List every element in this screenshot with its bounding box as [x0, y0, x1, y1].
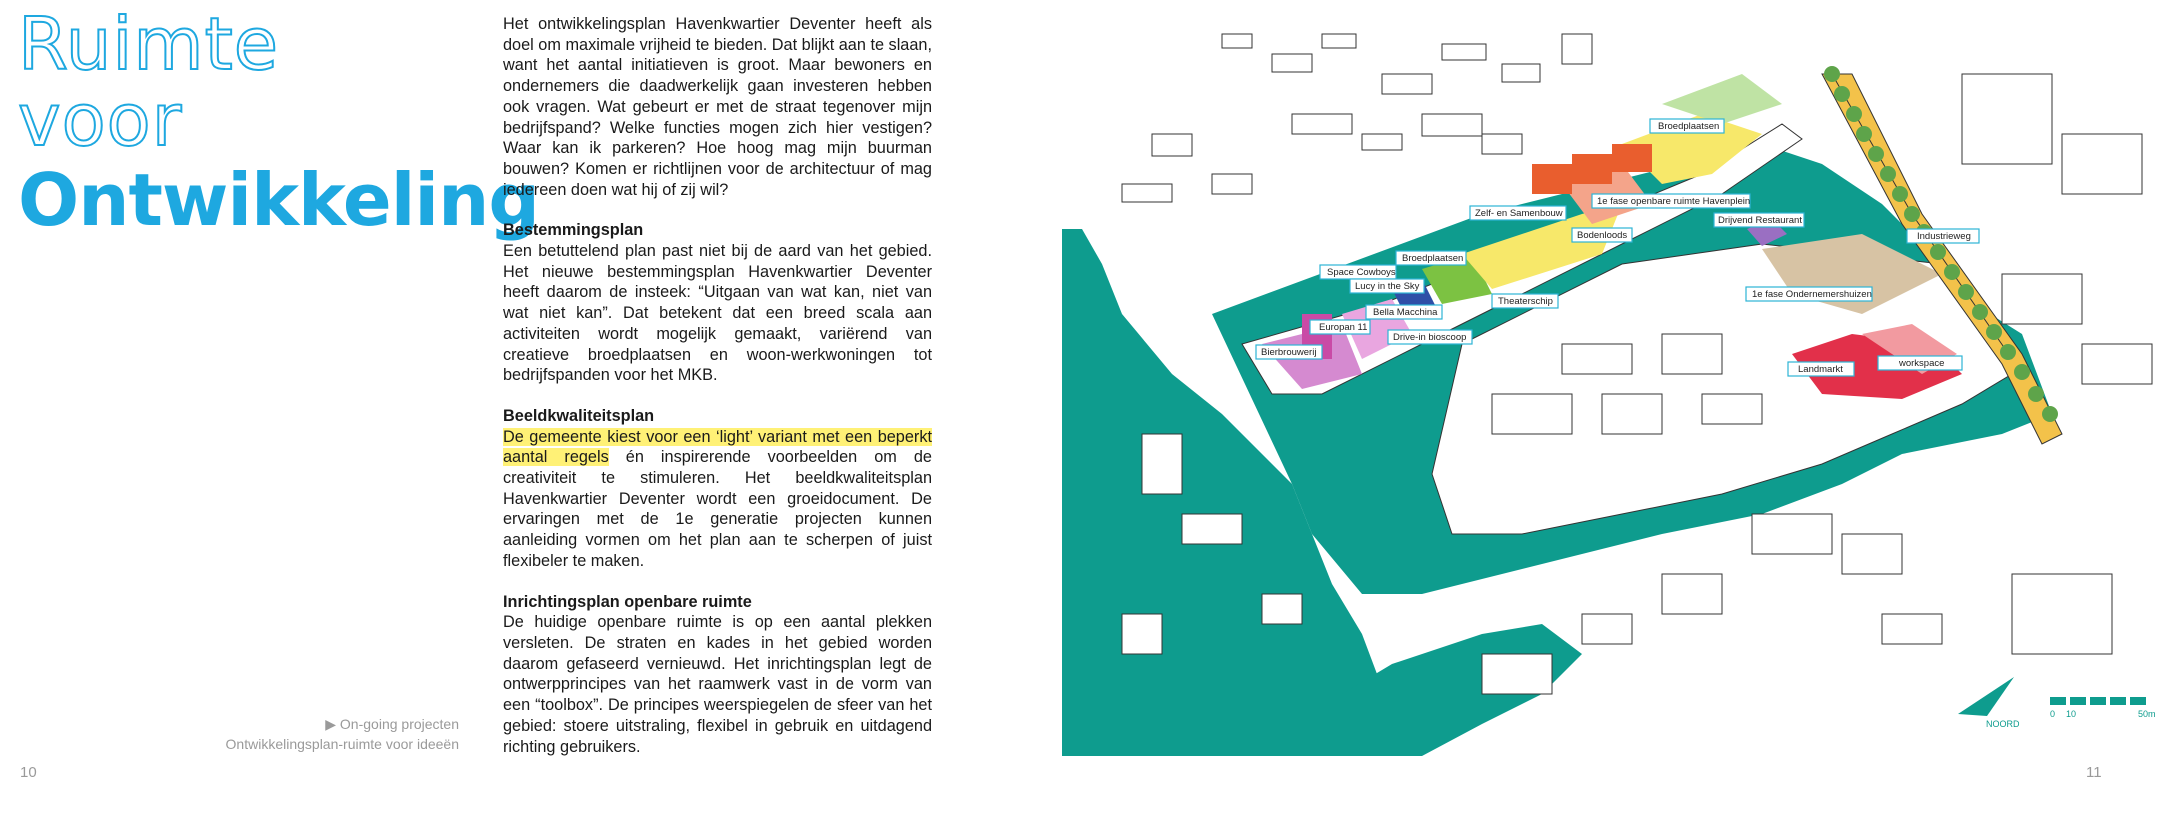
svg-text:Drijvend Restaurant: Drijvend Restaurant [1718, 215, 1802, 226]
intro-paragraph: Het ontwikkelingsplan Havenkwartier Deventer heeft als doel om maximale vrijheid te bieden. Dat blijkt aan te slaan, want het aantal initiatieven is groot. Maar bewoners en ondernemers die daadwerkelijk gaan investeren hebben ook vragen. Wat gebeurt er met de straat tegenover mijn bedrijfspand? Welke functies mogen zich hier vestigen? Waar kan ik parkeren? Hoe hoog mag mijn buurman bouwen? Komen er richtlijnen voor de architectuur of mag iedereen doen wat hij of zij wil? [503, 15, 932, 199]
label-ondernemershuizen [1746, 287, 1872, 301]
svg-text:Europan 11: Europan 11 [1319, 322, 1368, 333]
svg-text:workspace: workspace [1899, 358, 1945, 369]
svg-text:Lucy in the Sky: Lucy in the Sky [1355, 281, 1420, 292]
title-line-voor: voor [18, 78, 183, 162]
scale-0: 0 [2050, 709, 2056, 719]
svg-text:Bella Macchina: Bella Macchina [1373, 307, 1438, 318]
section-heading-beeldkwaliteitsplan: Beeldkwaliteitsplan [503, 406, 655, 425]
section-text-bestemmingsplan: Een betuttelend plan past niet bij de aard van het gebied. Het nieuwe bestemmingsplan Havenkwartier Deventer heeft daarom de insteek: “Uitgaan van wat kan, niet van wat niet kan”. Dat betekent dat een breed scala aan activiteiten wordt mogelijk gemaakt, variërend van creatieve broedplaatsen en woon-werkwoningen tot bedrijfspanden voor het MKB. [503, 242, 932, 385]
scale-10: 10 [2066, 709, 2077, 719]
page-title [18, 2, 539, 242]
label-lucy-in-the-sky [1350, 279, 1424, 293]
svg-text:Zelf- en Samenbouw: Zelf- en Samenbouw [1475, 208, 1563, 219]
label-bierbrouwerij [1256, 345, 1322, 359]
label-drive-in-bioscoop [1388, 330, 1472, 344]
svg-text:Space Cowboys: Space Cowboys [1327, 267, 1396, 278]
site-plan-map [1062, 14, 2167, 756]
svg-text:Landmarkt: Landmarkt [1798, 364, 1843, 375]
svg-text:1e fase Ondernemershuizen: 1e fase Ondernemershuizen [1752, 289, 1872, 300]
section-text-beeldkwaliteitsplan [503, 427, 932, 572]
page-number-right: 11 [2086, 764, 2102, 781]
figure-caption [226, 714, 459, 754]
svg-text:1e fase openbare ruimte Havenp: 1e fase openbare ruimte Havenplein [1597, 196, 1751, 207]
scale-50: 50m [2138, 709, 2156, 719]
section-heading-bestemmingsplan: Bestemmingsplan [503, 221, 644, 240]
caption-line-2: Ontwikkelingsplan-ruimte voor ideeën [225, 736, 459, 752]
label-broedplaatsen-north [1650, 119, 1724, 133]
svg-text:Broedplaatsen: Broedplaatsen [1402, 253, 1464, 264]
section-text-inrichtingsplan: De huidige openbare ruimte is op een aantal plekken versleten. De straten en kades in het gebied worden daarom gefaseerd vernieuwd. Het inrichtingsplan legt de ontwerpprincipes van het raamwerk vast in de vorm van een “toolbox”. De principes weerspiegelen de sfeer van het gebied: stoere uitstraling, flexibel in gebruik en uitdagend richting gebruikers. [503, 613, 932, 756]
label-drijvend-restaurant [1714, 213, 1804, 227]
scale-bar [2050, 697, 2156, 719]
label-industrieweg [1907, 229, 1979, 243]
caption-line-1: On-going projecten [339, 716, 459, 732]
section-text-rest: én inspirerende voorbeelden om de creativiteit te stimuleren. Het beeldkwaliteitsplan Havenkwartier Deventer wordt een groeidocument. De ervaringen met de 1e generatie projecten kunnen aanleiding vormen om het plan aan te scherpen of juist flexibeler te maken. [503, 448, 932, 570]
label-workspace [1878, 356, 1962, 370]
label-havenplein [1592, 194, 1750, 208]
north-arrow-icon [1958, 677, 2020, 729]
svg-text:Bodenloods: Bodenloods [1577, 230, 1628, 241]
page-number-left: 10 [20, 764, 37, 781]
highlighted-text: De gemeente kiest voor een ‘light’ variant met een beperkt aantal regels [503, 427, 932, 467]
label-europan-11 [1310, 320, 1370, 334]
svg-text:Broedplaatsen: Broedplaatsen [1658, 121, 1720, 132]
svg-text:Bierbrouwerij: Bierbrouwerij [1261, 347, 1317, 358]
label-space-cowboys [1320, 265, 1396, 279]
svg-text:Drive-in bioscoop: Drive-in bioscoop [1393, 332, 1467, 343]
label-theaterschip [1492, 294, 1558, 308]
label-bodenloods [1572, 228, 1632, 242]
section-heading-inrichtingsplan: Inrichtingsplan openbare ruimte [503, 592, 752, 611]
title-line-ruimte: Ruimte [18, 2, 280, 86]
label-bella-macchina [1366, 305, 1442, 319]
title-line-ontwikkeling: Ontwikkeling [18, 158, 539, 242]
label-broedplaatsen-pier [1396, 251, 1466, 265]
label-zelf-samenbouw [1470, 206, 1566, 220]
body-text [503, 14, 932, 777]
svg-text:Theaterschip: Theaterschip [1498, 296, 1553, 307]
north-label: NOORD [1986, 719, 2020, 729]
play-arrow-icon: ▶ [325, 716, 337, 732]
svg-text:Industrieweg: Industrieweg [1917, 231, 1971, 242]
label-landmarkt [1788, 362, 1854, 376]
